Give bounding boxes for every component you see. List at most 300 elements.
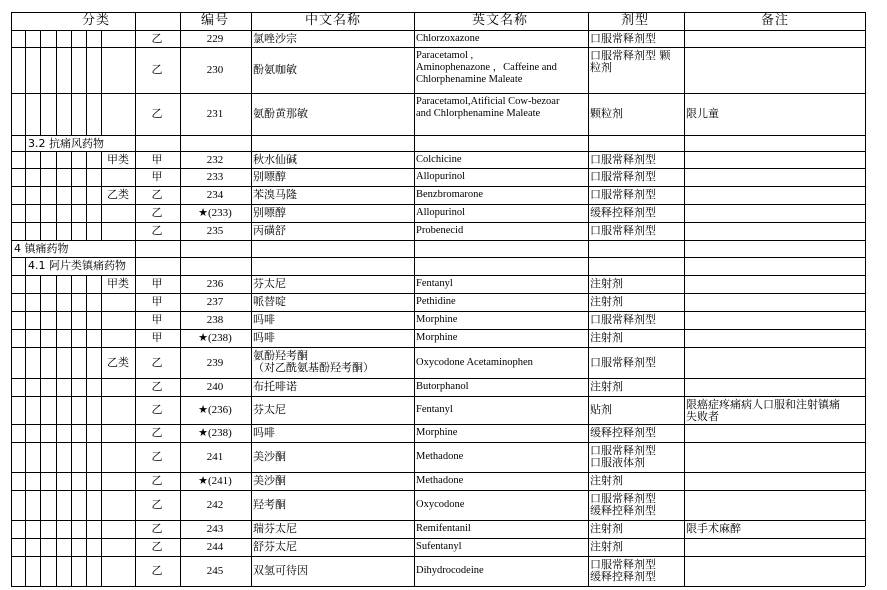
tree-divider — [86, 490, 87, 520]
tree-divider — [40, 293, 41, 311]
row-separator — [11, 47, 865, 48]
column-divider — [588, 396, 589, 424]
tree-divider — [11, 93, 12, 135]
column-divider — [684, 378, 685, 396]
tree-divider — [135, 293, 136, 311]
cn-name-cell: 氨酚羟考酮 — [253, 349, 308, 362]
cn-name-cell: 芬太尼 — [253, 403, 286, 416]
cn-name-cell: 羟考酮 — [253, 498, 286, 511]
form-cell: 粒剂 — [590, 61, 612, 74]
column-divider — [180, 168, 181, 186]
column-divider — [414, 204, 415, 222]
column-divider — [684, 204, 685, 222]
column-divider — [865, 311, 866, 329]
en-name-cell: Morphine — [416, 427, 458, 438]
form-cell: 口服常释剂型 — [590, 153, 656, 166]
remark-cell: 失败者 — [686, 410, 719, 423]
tree-divider — [101, 378, 102, 396]
column-divider — [251, 538, 252, 556]
grade-cell: 乙 — [151, 403, 163, 416]
cn-name-cell: 吗啡 — [253, 313, 275, 326]
code-cell: 229 — [206, 33, 224, 45]
code-cell: ★(238) — [198, 332, 232, 344]
tree-divider — [25, 472, 26, 490]
form-cell: 贴剂 — [590, 403, 612, 416]
tree-divider — [135, 490, 136, 520]
code-cell: 245 — [206, 565, 224, 577]
cn-name-cell: 酚氨咖敏 — [253, 63, 297, 76]
column-divider — [414, 168, 415, 186]
column-divider — [588, 347, 589, 378]
remark-cell: 限手术麻醉 — [686, 522, 741, 535]
form-cell: 缓释控释剂型 — [590, 504, 656, 517]
tree-divider — [71, 93, 72, 135]
row-separator — [11, 240, 865, 241]
tree-divider — [101, 520, 102, 538]
tree-divider — [56, 30, 57, 47]
column-divider — [414, 47, 415, 93]
column-divider — [684, 151, 685, 168]
column-divider — [865, 168, 866, 186]
row-separator — [11, 204, 865, 205]
column-divider — [588, 556, 589, 586]
en-name-cell: Oxycodone Acetaminophen — [416, 357, 533, 368]
tree-divider — [56, 424, 57, 442]
cn-name-cell: 舒芬太尼 — [253, 540, 297, 553]
code-cell: 239 — [206, 357, 224, 369]
column-divider — [588, 520, 589, 538]
column-divider — [588, 30, 589, 47]
column-divider — [251, 520, 252, 538]
tree-divider — [101, 396, 102, 424]
tree-divider — [40, 347, 41, 378]
tree-divider — [71, 442, 72, 472]
tree-divider — [71, 168, 72, 186]
column-divider — [180, 257, 181, 275]
tree-divider — [86, 347, 87, 378]
remark-cell: 限癌症疼痛病人口服和注射镇痛 — [686, 398, 840, 411]
column-divider — [684, 347, 685, 378]
tree-divider — [135, 347, 136, 378]
code-cell: 237 — [206, 296, 224, 308]
column-divider — [865, 520, 866, 538]
column-divider — [588, 490, 589, 520]
column-divider — [684, 520, 685, 538]
column-divider — [684, 490, 685, 520]
tree-divider — [86, 204, 87, 222]
cn-name-cell: 别嘌醇 — [253, 170, 286, 183]
tree-divider — [101, 556, 102, 586]
en-name-cell: Allopurinol — [416, 207, 465, 218]
tree-divider — [11, 520, 12, 538]
column-divider — [251, 186, 252, 204]
column-divider — [684, 442, 685, 472]
tree-divider — [135, 520, 136, 538]
column-divider — [588, 378, 589, 396]
column-divider — [414, 93, 415, 135]
column-divider — [865, 293, 866, 311]
column-divider — [414, 556, 415, 586]
tree-divider — [71, 151, 72, 168]
column-divider — [684, 168, 685, 186]
header-form: 剂型 — [620, 13, 650, 28]
row-separator — [11, 586, 865, 587]
column-divider — [684, 472, 685, 490]
form-cell: 缓释控释剂型 — [590, 426, 656, 439]
en-name-cell: Benzbromarone — [416, 189, 484, 200]
tree-divider — [101, 47, 102, 93]
en-name-cell: Chlorzoxazone — [416, 33, 480, 44]
grade-cell: 乙 — [151, 32, 163, 45]
column-divider — [588, 329, 589, 347]
tree-divider — [101, 442, 102, 472]
column-divider — [414, 311, 415, 329]
tree-divider — [25, 538, 26, 556]
column-divider — [588, 135, 589, 151]
tree-divider — [11, 293, 12, 311]
tree-divider — [25, 490, 26, 520]
header-divider — [865, 12, 866, 30]
cn-name-cell: 秋水仙碱 — [253, 153, 297, 166]
column-divider — [414, 538, 415, 556]
column-divider — [251, 378, 252, 396]
cn-name-cell: 布托啡诺 — [253, 380, 297, 393]
column-divider — [180, 442, 181, 472]
tree-divider — [40, 378, 41, 396]
row-separator — [11, 424, 865, 425]
tree-divider — [40, 442, 41, 472]
en-name-cell: Methadone — [416, 451, 464, 462]
column-divider — [684, 396, 685, 424]
header-divider — [180, 12, 181, 30]
tree-divider — [40, 222, 41, 240]
column-divider — [180, 186, 181, 204]
code-cell: 238 — [206, 314, 224, 326]
code-cell: ★(241) — [198, 475, 232, 487]
tree-divider — [71, 222, 72, 240]
column-divider — [251, 490, 252, 520]
header-divider — [251, 12, 252, 30]
tree-divider — [135, 538, 136, 556]
tree-divider — [86, 472, 87, 490]
column-divider — [865, 135, 866, 151]
column-divider — [135, 135, 136, 151]
en-name-cell: Probenecid — [416, 225, 464, 236]
tree-divider — [11, 135, 12, 151]
tree-divider — [101, 186, 102, 204]
tree-divider — [25, 311, 26, 329]
cn-name-cell: 哌替啶 — [253, 295, 286, 308]
class-label: 甲类 — [107, 153, 129, 166]
class-label: 乙类 — [107, 356, 129, 369]
tree-divider — [135, 442, 136, 472]
tree-divider — [25, 47, 26, 93]
tree-divider — [40, 520, 41, 538]
form-cell: 口服常释剂型 — [590, 492, 656, 505]
tree-divider — [40, 186, 41, 204]
column-divider — [180, 520, 181, 538]
grade-cell: 乙 — [151, 426, 163, 439]
tree-divider — [71, 204, 72, 222]
tree-divider — [56, 520, 57, 538]
tree-divider — [86, 378, 87, 396]
column-divider — [251, 151, 252, 168]
code-cell: 230 — [206, 64, 224, 76]
column-divider — [684, 135, 685, 151]
tree-divider — [71, 347, 72, 378]
tree-divider — [56, 472, 57, 490]
grade-cell: 甲 — [151, 277, 163, 290]
grade-cell: 乙 — [151, 450, 163, 463]
class-label: 乙类 — [107, 188, 129, 201]
code-cell: 243 — [206, 523, 224, 535]
header-bottom-border — [11, 30, 865, 31]
column-divider — [180, 293, 181, 311]
column-divider — [684, 186, 685, 204]
grade-cell: 乙 — [151, 522, 163, 535]
section-title: 4 镇痛药物 — [14, 242, 69, 255]
grade-cell: 乙 — [151, 107, 163, 120]
column-divider — [865, 186, 866, 204]
tree-divider — [11, 240, 12, 257]
tree-divider — [40, 204, 41, 222]
tree-divider — [71, 472, 72, 490]
tree-divider — [25, 151, 26, 168]
column-divider — [684, 538, 685, 556]
row-separator — [11, 93, 865, 94]
header-remark: 备注 — [760, 13, 790, 28]
form-cell: 口服常释剂型 — [590, 356, 656, 369]
column-divider — [414, 293, 415, 311]
column-divider — [588, 222, 589, 240]
row-separator — [11, 222, 865, 223]
code-cell: 242 — [206, 499, 224, 511]
tree-divider — [71, 293, 72, 311]
form-cell: 口服常释剂型 — [590, 444, 656, 457]
column-divider — [251, 204, 252, 222]
cn-name-cell: 氨酚黄那敏 — [253, 107, 308, 120]
tree-divider — [56, 490, 57, 520]
tree-divider — [11, 222, 12, 240]
tree-divider — [101, 347, 102, 378]
tree-divider — [71, 556, 72, 586]
tree-divider — [101, 293, 102, 311]
column-divider — [251, 329, 252, 347]
en-name-cell: Chlorphenamine Maleate — [416, 74, 523, 85]
column-divider — [251, 30, 252, 47]
column-divider — [251, 93, 252, 135]
header-divider — [135, 12, 136, 30]
tree-divider — [101, 424, 102, 442]
tree-divider — [86, 520, 87, 538]
en-name-cell: Aminophenazone ，Caffeine and — [416, 62, 557, 73]
column-divider — [414, 396, 415, 424]
form-cell: 缓释控释剂型 — [590, 570, 656, 583]
column-divider — [588, 538, 589, 556]
tree-divider — [135, 472, 136, 490]
tree-divider — [71, 275, 72, 293]
column-divider — [251, 442, 252, 472]
tree-divider — [11, 47, 12, 93]
column-divider — [251, 293, 252, 311]
code-cell: 231 — [206, 108, 224, 120]
tree-divider — [86, 396, 87, 424]
tree-divider — [11, 396, 12, 424]
column-divider — [180, 329, 181, 347]
column-divider — [588, 275, 589, 293]
column-divider — [180, 396, 181, 424]
column-divider — [865, 329, 866, 347]
tree-divider — [25, 556, 26, 586]
tree-divider — [25, 93, 26, 135]
column-divider — [180, 472, 181, 490]
form-cell: 注射剂 — [590, 522, 623, 535]
column-divider — [414, 472, 415, 490]
tree-divider — [86, 538, 87, 556]
column-divider — [414, 347, 415, 378]
grade-cell: 乙 — [151, 356, 163, 369]
code-cell: 244 — [206, 541, 224, 553]
column-divider — [865, 378, 866, 396]
column-divider — [414, 135, 415, 151]
en-name-cell: Fentanyl — [416, 404, 453, 415]
tree-divider — [86, 93, 87, 135]
tree-divider — [40, 168, 41, 186]
tree-divider — [101, 329, 102, 347]
column-divider — [414, 151, 415, 168]
grade-cell: 乙 — [151, 63, 163, 76]
row-separator — [11, 168, 865, 169]
tree-divider — [11, 257, 12, 275]
tree-divider — [25, 520, 26, 538]
column-divider — [588, 240, 589, 257]
table-top-border — [11, 12, 865, 13]
column-divider — [865, 151, 866, 168]
column-divider — [180, 556, 181, 586]
tree-divider — [135, 151, 136, 168]
cn-name-cell: 瑞芬太尼 — [253, 522, 297, 535]
tree-divider — [40, 93, 41, 135]
form-cell: 口服常释剂型 — [590, 313, 656, 326]
cn-name-cell: 美沙酮 — [253, 474, 286, 487]
tree-divider — [40, 311, 41, 329]
column-divider — [251, 556, 252, 586]
column-divider — [180, 222, 181, 240]
tree-divider — [71, 490, 72, 520]
row-separator — [11, 293, 865, 294]
tree-divider — [86, 424, 87, 442]
header-cn-name: 中文名称 — [304, 13, 362, 28]
tree-divider — [101, 168, 102, 186]
form-cell: 口服常释剂型 — [590, 558, 656, 571]
column-divider — [588, 151, 589, 168]
tree-divider — [135, 47, 136, 93]
grade-cell: 甲 — [151, 170, 163, 183]
tree-divider — [86, 47, 87, 93]
tree-divider — [135, 424, 136, 442]
column-divider — [414, 222, 415, 240]
tree-divider — [86, 556, 87, 586]
section-title: 3.2 抗痛风药物 — [28, 137, 104, 150]
row-separator — [11, 151, 865, 152]
column-divider — [135, 257, 136, 275]
header-category: 分类 — [81, 13, 111, 28]
row-separator — [11, 472, 865, 473]
column-divider — [865, 47, 866, 93]
column-divider — [865, 538, 866, 556]
tree-divider — [135, 275, 136, 293]
column-divider — [251, 311, 252, 329]
tree-divider — [71, 520, 72, 538]
tree-divider — [86, 329, 87, 347]
tree-divider — [56, 556, 57, 586]
tree-divider — [71, 329, 72, 347]
form-cell: 注射剂 — [590, 540, 623, 553]
column-divider — [588, 293, 589, 311]
tree-divider — [25, 378, 26, 396]
tree-divider — [11, 538, 12, 556]
column-divider — [180, 424, 181, 442]
grade-cell: 乙 — [151, 564, 163, 577]
column-divider — [684, 275, 685, 293]
en-name-cell: Morphine — [416, 332, 458, 343]
column-divider — [865, 490, 866, 520]
code-cell: 233 — [206, 171, 224, 183]
column-divider — [865, 442, 866, 472]
tree-divider — [11, 186, 12, 204]
column-divider — [180, 311, 181, 329]
column-divider — [251, 424, 252, 442]
tree-divider — [11, 151, 12, 168]
tree-divider — [56, 204, 57, 222]
tree-divider — [101, 30, 102, 47]
tree-divider — [71, 424, 72, 442]
column-divider — [588, 168, 589, 186]
tree-divider — [86, 311, 87, 329]
en-name-cell: Remifentanil — [416, 523, 471, 534]
tree-divider — [135, 30, 136, 47]
column-divider — [251, 275, 252, 293]
cn-name-cell: 美沙酮 — [253, 450, 286, 463]
column-divider — [180, 490, 181, 520]
cn-name-cell: 吗啡 — [253, 426, 275, 439]
column-divider — [251, 347, 252, 378]
form-cell: 注射剂 — [590, 474, 623, 487]
column-divider — [588, 311, 589, 329]
column-divider — [684, 222, 685, 240]
tree-divider — [135, 222, 136, 240]
en-name-cell: Dihydrocodeine — [416, 565, 484, 576]
tree-divider — [135, 396, 136, 424]
row-separator — [11, 186, 865, 187]
column-divider — [414, 490, 415, 520]
tree-divider — [101, 151, 102, 168]
form-cell: 口服常释剂型 — [590, 188, 656, 201]
row-separator — [11, 396, 865, 397]
column-divider — [588, 442, 589, 472]
column-divider — [135, 240, 136, 257]
grade-cell: 甲 — [151, 295, 163, 308]
cn-name-cell: 氯唑沙宗 — [253, 32, 297, 45]
tree-divider — [135, 311, 136, 329]
form-cell: 缓释控释剂型 — [590, 206, 656, 219]
tree-divider — [135, 186, 136, 204]
tree-divider — [11, 168, 12, 186]
header-divider — [414, 12, 415, 30]
column-divider — [865, 257, 866, 275]
grade-cell: 乙 — [151, 224, 163, 237]
column-divider — [684, 47, 685, 93]
